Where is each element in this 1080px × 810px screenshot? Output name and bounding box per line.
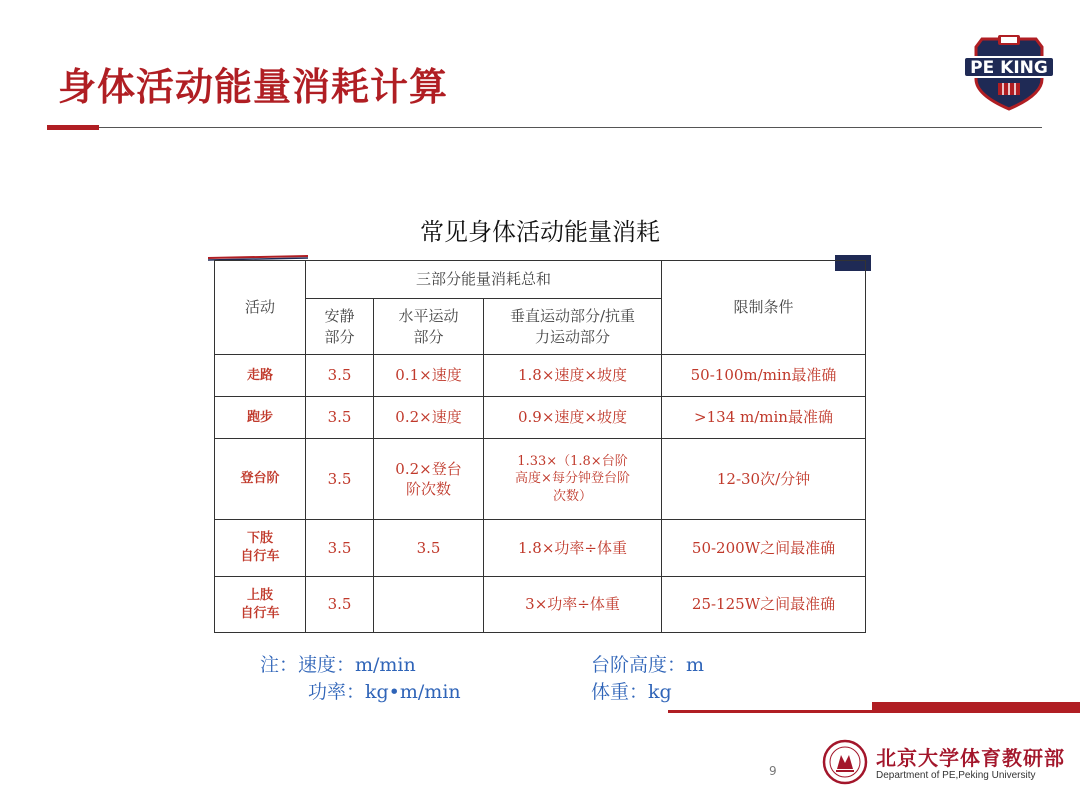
cell-activity: 走路 [215, 355, 306, 397]
cell-vertical: 1.33×（1.8×台阶 高度×每分钟登台阶 次数） [484, 439, 662, 520]
header-horizontal: 水平运动 部分 [374, 299, 484, 355]
slide-title: 身体活动能量消耗计算 [58, 65, 449, 109]
cell-rest: 3.5 [306, 520, 374, 577]
cell-rest: 3.5 [306, 439, 374, 520]
cell-horizontal: 3.5 [374, 520, 484, 577]
peking-university-seal-icon [822, 739, 868, 785]
cell-limit: 50-200W之间最准确 [662, 520, 866, 577]
cell-vertical: 0.9×速度×坡度 [484, 397, 662, 439]
header-vertical: 垂直运动部分/抗重 力运动部分 [484, 299, 662, 355]
cell-horizontal: 0.1×速度 [374, 355, 484, 397]
cell-limit: 12-30次/分钟 [662, 439, 866, 520]
table-row [215, 439, 866, 520]
cell-rest: 3.5 [306, 397, 374, 439]
footer-divider [668, 710, 1080, 713]
header-group: 三部分能量消耗总和 [306, 261, 662, 299]
table-row [215, 520, 866, 577]
title-divider [47, 127, 1042, 128]
table-row [215, 577, 866, 633]
note-step-height: 台阶高度：m [591, 654, 705, 676]
org-name-en: Department of PE,Peking University [876, 770, 1036, 781]
cell-limit: 50-100m/min最准确 [662, 355, 866, 397]
title-accent-bar [47, 125, 99, 130]
header-rest: 安静 部分 [306, 299, 374, 355]
note-weight: 体重：kg [591, 681, 672, 703]
cell-rest: 3.5 [306, 355, 374, 397]
table-heading: 常见身体活动能量消耗 [420, 218, 660, 246]
cell-limit: >134 m/min最准确 [662, 397, 866, 439]
table-header-row [215, 261, 866, 299]
header-activity: 活动 [215, 261, 306, 355]
table-row [215, 355, 866, 397]
pe-king-logo-icon [962, 33, 1056, 111]
cell-limit: 25-125W之间最准确 [662, 577, 866, 633]
logo-text: PE KING [970, 58, 1048, 78]
energy-table [214, 260, 866, 633]
table-row [215, 397, 866, 439]
cell-activity: 登台阶 [215, 439, 306, 520]
cell-horizontal [374, 577, 484, 633]
note-speed: 注：速度：m/min [260, 654, 416, 676]
org-name-cn: 北京大学体育教研部 [876, 746, 1065, 770]
cell-rest: 3.5 [306, 577, 374, 633]
cell-activity: 跑步 [215, 397, 306, 439]
footer-accent-bar [872, 702, 1080, 710]
header-limit: 限制条件 [662, 261, 866, 355]
cell-vertical: 1.8×速度×坡度 [484, 355, 662, 397]
page-number: 9 [769, 764, 777, 778]
cell-vertical: 3×功率÷体重 [484, 577, 662, 633]
cell-activity: 下肢 自行车 [215, 520, 306, 577]
cell-vertical: 1.8×功率÷体重 [484, 520, 662, 577]
cell-horizontal: 0.2×速度 [374, 397, 484, 439]
cell-activity: 上肢 自行车 [215, 577, 306, 633]
note-power: 功率：kg•m/min [308, 681, 461, 703]
cell-horizontal: 0.2×登台 阶次数 [374, 439, 484, 520]
